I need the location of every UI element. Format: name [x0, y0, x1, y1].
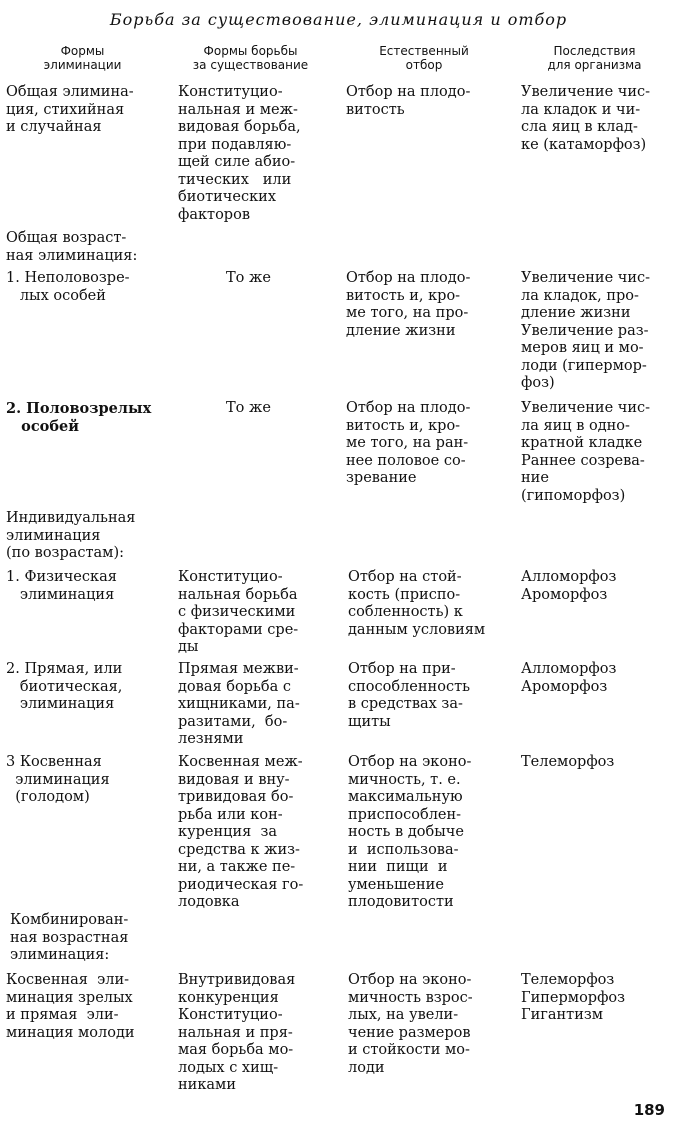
row-physical-selection: Отбор на стой- кость (приспо- собленность) к данным условиям — [348, 569, 486, 638]
section-individual-elimination: Индивидуальная элиминация (по возрастам): — [6, 510, 136, 561]
row-physical-form: 1. Физическая элиминация — [6, 569, 117, 603]
header-consequences: Последствия для организма — [547, 44, 642, 72]
header-natural-selection: Естественный отбор — [379, 44, 469, 72]
row-combined-form: Косвенная эли- минация зрелых и прямая эли- минация молоди — [6, 972, 135, 1041]
row-mature-selection: Отбор на плодо- витость и, кро- ме того, на ран- нее половое со- зревание — [346, 400, 471, 486]
page-title: Борьба за существование, элиминация и отбор — [109, 10, 568, 29]
row-immature-selection: Отбор на плодо- витость и, кро- ме того, на про- дление жизни — [346, 270, 471, 339]
row-physical-struggle: Конституцио- нальная борьба с физическими факторами сре- ды — [178, 569, 299, 655]
row-immature-form: 1. Неполовозре- лых особей — [6, 270, 130, 304]
row-mature-consequence: Увеличение чис- ла яиц в одно- кратной кладке Раннее созрева- ние (гипоморфоз) — [521, 400, 651, 504]
row-general-elimination-struggle: Конституцио- нальная и меж- видовая борьба, при подавляю- щей силе абио- тических или биотических факторов — [178, 84, 301, 223]
row-hunger-struggle: Косвенная меж- видовая и вну- тривидовая бо- рьба или кон- куренция за средства к жиз- ни, а также пе- риодическая го- лодовка — [178, 754, 304, 910]
row-hunger-selection: Отбор на эконо- мичность, т. е. максимальную приспособлен- ность в добыче и использова- нии пищи и уменьшение плодовитости — [348, 754, 472, 910]
row-mature-form: 2. Половозрелых особей — [6, 400, 152, 435]
row-immature-struggle: То же — [226, 270, 271, 286]
row-biotic-consequence: Алломорфоз Ароморфоз — [521, 661, 617, 695]
row-immature-consequence: Увеличение чис- ла кладок, про- дление жизни Увеличение раз- меров яиц и мо- лоди (гипермор- фоз) — [521, 270, 651, 391]
row-biotic-struggle: Прямая межви- довая борьба с хищниками, па- разитами, бо- лезнями — [178, 661, 300, 747]
header-elimination-forms: Формы элиминации — [43, 44, 122, 72]
section-combined-elimination: Комбинирован- ная возрастная элиминация: — [10, 912, 129, 963]
row-biotic-selection: Отбор на при- способленность в средствах за- щиты — [348, 661, 470, 730]
page-number: 189 — [633, 1101, 665, 1119]
row-physical-consequence: Алломорфоз Ароморфоз — [521, 569, 617, 603]
row-biotic-form: 2. Прямая, или биотическая, элиминация — [6, 661, 123, 712]
row-hunger-form: 3 Косвенная элиминация (голодом) — [6, 754, 110, 805]
row-hunger-consequence: Телеморфоз — [521, 754, 615, 770]
row-general-elimination-consequence: Увеличение чис- ла кладок и чи- сла яиц в клад- ке (катаморфоз) — [521, 84, 651, 153]
row-combined-struggle: Внутривидовая конкуренция Конституцио- нальная и пря- мая борьба мо- лодых с хищ- никами — [178, 972, 296, 1093]
section-age-elimination: Общая возраст- ная элиминация: — [6, 230, 138, 264]
row-combined-consequence: Телеморфоз Гиперморфоз Гигантизм — [521, 972, 626, 1023]
header-struggle-forms: Формы борьбы за существование — [192, 44, 309, 72]
row-combined-selection: Отбор на эконо- мичность взрос- лых, на увели- чение размеров и стойкости мо- лоди — [348, 972, 473, 1076]
row-general-elimination-selection: Отбор на плодо- витость — [346, 84, 471, 118]
row-mature-struggle: То же — [226, 400, 271, 416]
row-general-elimination-form: Общая элимина- ция, стихийная и случайная — [6, 84, 134, 135]
